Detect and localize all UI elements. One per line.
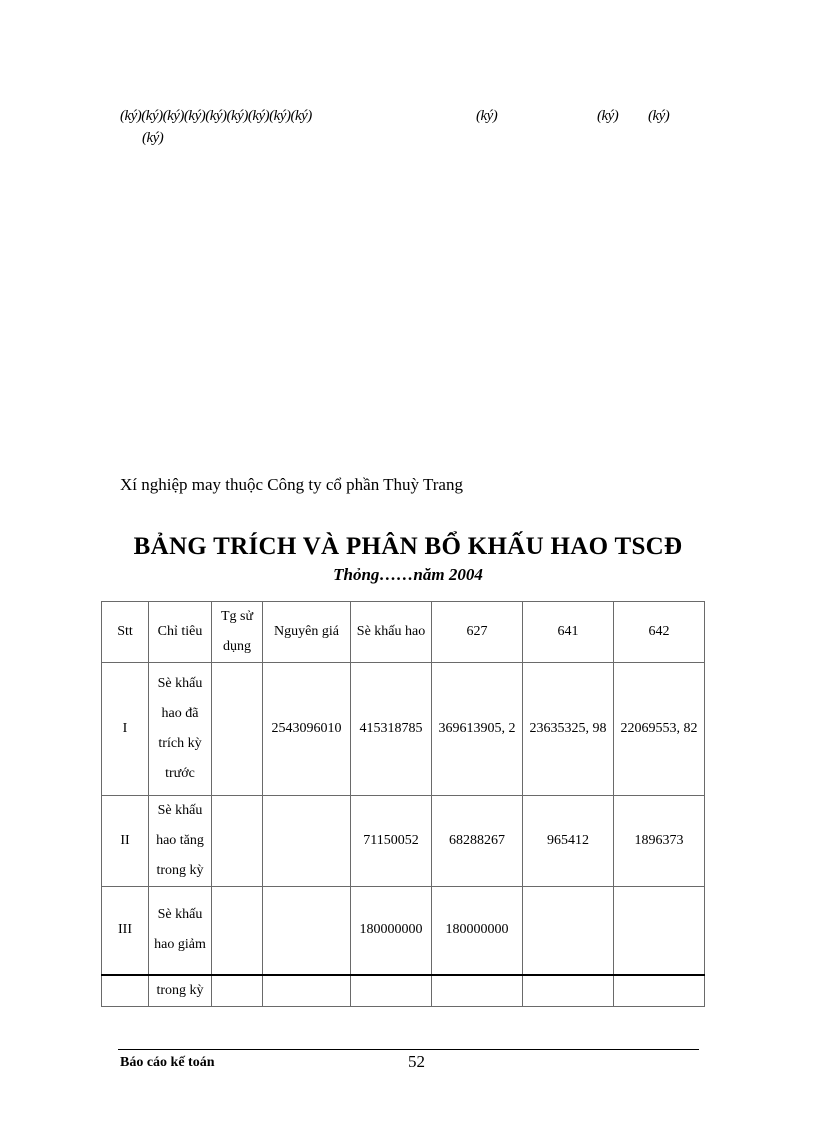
cell-chi-tieu: Sè khấu hao đã trích kỳ trước (149, 663, 212, 796)
table-row (102, 663, 705, 796)
cell-641: 965412 (523, 796, 614, 887)
cell-tg (212, 975, 263, 1007)
cell-642: 22069553, 82 (614, 663, 705, 796)
header-stt: Stt (102, 602, 149, 663)
company-name: Xí nghiệp may thuộc Công ty cổ phần Thuỳ Trang (120, 475, 463, 494)
cell-tg (212, 663, 263, 796)
depreciation-table (101, 601, 705, 1007)
header-nguyen-gia: Nguyên giá (263, 602, 351, 663)
page-number: 52 (408, 1052, 425, 1071)
page-subtitle: Thỏng……năm 2004 (333, 565, 483, 584)
cell-642: 1896373 (614, 796, 705, 887)
cell-627: 369613905, 2 (432, 663, 523, 796)
signature-d: (ký) (142, 130, 164, 146)
table-row (102, 975, 705, 1007)
cell-nguyen-gia (263, 887, 351, 975)
cell-chi-tieu: Sè khấu hao giảm (149, 887, 212, 975)
footer-title: Báo cáo kế toán (120, 1055, 215, 1070)
header-627: 627 (432, 602, 523, 663)
cell-627: 180000000 (432, 887, 523, 975)
cell-627: 68288267 (432, 796, 523, 887)
footer-divider (118, 1049, 699, 1050)
cell-so-khau-hao: 415318785 (351, 663, 432, 796)
signature-c: (ký) (648, 108, 670, 124)
cell-641 (523, 975, 614, 1007)
cell-642 (614, 975, 705, 1007)
cell-641: 23635325, 98 (523, 663, 614, 796)
cell-stt (102, 975, 149, 1007)
table-row (102, 796, 705, 887)
cell-so-khau-hao: 71150052 (351, 796, 432, 887)
cell-641 (523, 887, 614, 975)
cell-nguyen-gia (263, 975, 351, 1007)
table-header-row (102, 602, 705, 663)
signature-a: (ký) (476, 108, 498, 124)
cell-chi-tieu: Sè khấu hao tăng trong kỳ (149, 796, 212, 887)
table-row (102, 887, 705, 975)
cell-stt: I (102, 663, 149, 796)
header-tg-su-dung: Tg sử dụng (212, 602, 263, 663)
header-so-khau-hao: Sè khấu hao (351, 602, 432, 663)
cell-642 (614, 887, 705, 975)
cell-so-khau-hao (351, 975, 432, 1007)
cell-627 (432, 975, 523, 1007)
header-chi-tieu: Chỉ tiêu (149, 602, 212, 663)
cell-tg (212, 796, 263, 887)
cell-chi-tieu: trong kỳ (149, 975, 212, 1007)
signature-b: (ký) (597, 108, 619, 124)
cell-stt: III (102, 887, 149, 975)
cell-so-khau-hao: 180000000 (351, 887, 432, 975)
page-title: BẢNG TRÍCH VÀ PHÂN BỔ KHẤU HAO TSCĐ (133, 533, 683, 560)
cell-nguyen-gia (263, 796, 351, 887)
header-641: 641 (523, 602, 614, 663)
header-642: 642 (614, 602, 705, 663)
cell-tg (212, 887, 263, 975)
signature-group: (ký)(ký)(ký)(ký)(ký)(ký)(ký)(ký)(ký) (120, 108, 312, 124)
cell-stt: II (102, 796, 149, 887)
cell-nguyen-gia: 2543096010 (263, 663, 351, 796)
